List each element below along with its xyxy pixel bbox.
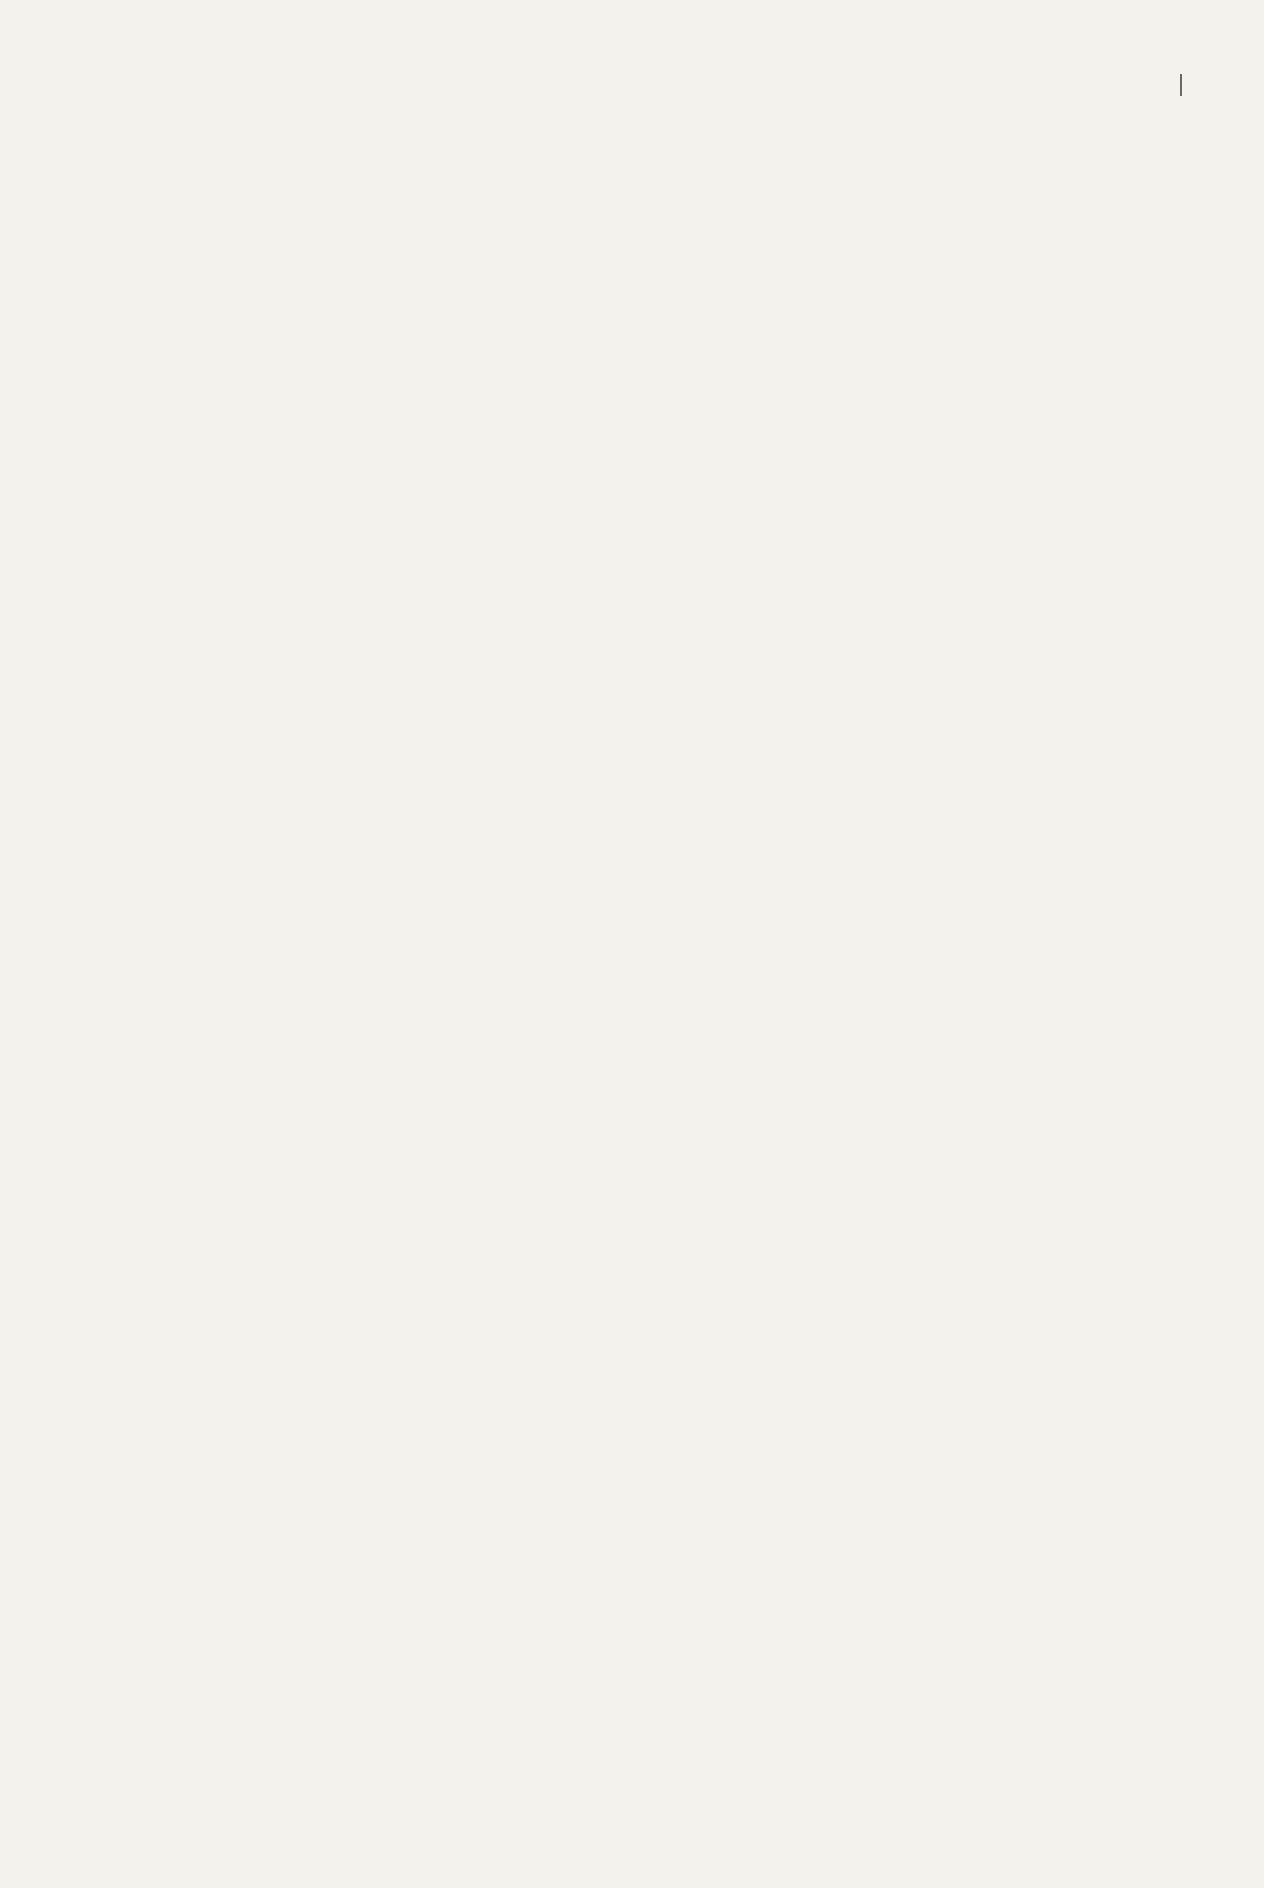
margin-mark: [1180, 74, 1182, 96]
